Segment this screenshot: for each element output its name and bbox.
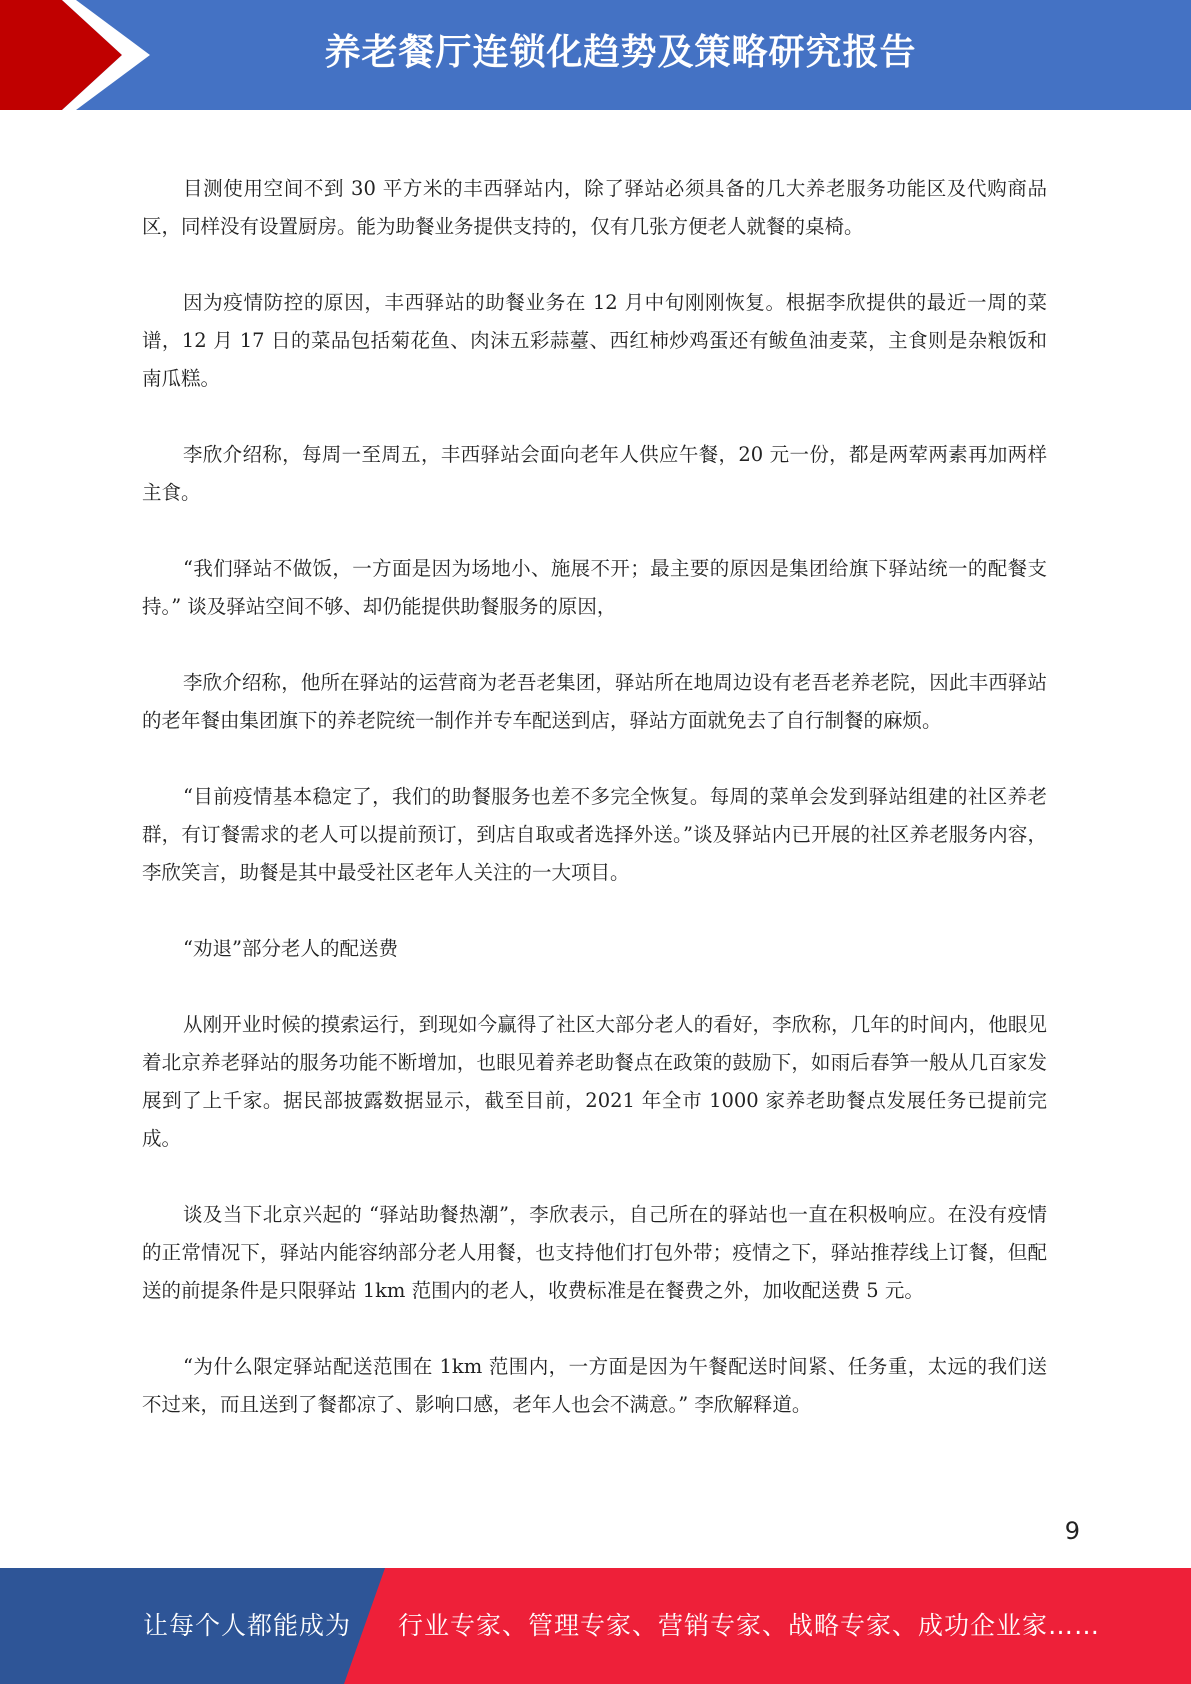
paragraph: 李欣介绍称，他所在驿站的运营商为老吾老集团，驿站所在地周边设有老吾老养老院，因此丰西驿站的老年餐由集团旗下的养老院统一制作并专车配送到店，驿站方面就免去了自行制餐的麻烦。	[142, 671, 1047, 732]
paragraph: “我们驿站不做饭，一方面是因为场地小、施展不开；最主要的原因是集团给旗下驿站统一的配餐支持。” 谈及驿站空间不够、却仍能提供助餐服务的原因，	[142, 557, 1047, 618]
paragraph: 因为疫情防控的原因，丰西驿站的助餐业务在 12 月中旬刚刚恢复。根据李欣提供的最近一周的菜谱，12 月 17 日的菜品包括菊花鱼、肉沫五彩蒜薹、西红柿炒鸡蛋还有鲅鱼油麦菜，主食则是杂粮饭和南瓜糕。	[142, 291, 1047, 390]
section-subheading: “劝退”部分老人的配送费	[183, 937, 398, 960]
page-footer	[0, 1568, 1191, 1684]
paragraph: 目测使用空间不到 30 平方米的丰西驿站内，除了驿站必须具备的几大养老服务功能区及代购商品区，同样没有设置厨房。能为助餐业务提供支持的，仅有几张方便老人就餐的桌椅。	[142, 177, 1047, 238]
paragraph: “目前疫情基本稳定了，我们的助餐服务也差不多完全恢复。每周的菜单会发到驿站组建的社区养老群，有订餐需求的老人可以提前预订，到店自取或者选择外送。”谈及驿站内已开展的社区养老服务内容，李欣笑言，助餐是其中最受社区老年人关注的一大项目。	[142, 785, 1047, 884]
paragraph: “为什么限定驿站配送范围在 1km 范围内，一方面是因为午餐配送时间紧、任务重，太远的我们送不过来，而且送到了餐都凉了、影响口感，老年人也会不满意。” 李欣解释道。	[142, 1355, 1047, 1416]
page-number: 9	[1064, 1517, 1080, 1545]
paragraph: 李欣介绍称，每周一至周五，丰西驿站会面向老年人供应午餐，20 元一份，都是两荤两素再加两样主食。	[142, 443, 1047, 504]
report-title: 养老餐厅连锁化趋势及策略研究报告	[324, 32, 917, 73]
chevron-arrow-icon	[0, 0, 160, 110]
footer-slogan-right: 行业专家、管理专家、营销专家、战略专家、成功企业家……	[398, 1611, 1101, 1640]
page-header	[0, 0, 1191, 110]
article-body	[142, 170, 1047, 1462]
footer-slogan-left: 让每个人都能成为	[143, 1611, 352, 1640]
paragraph: 谈及当下北京兴起的 “驿站助餐热潮”，李欣表示，自己所在的驿站也一直在积极响应。在没有疫情的正常情况下，驿站内能容纳部分老人用餐，也支持他们打包外带；疫情之下，驿站推荐线上订餐，但配送的前提条件是只限驿站 1km 范围内的老人，收费标准是在餐费之外，加收配送费 5 元。	[142, 1203, 1047, 1302]
paragraph: 从刚开业时候的摸索运行，到现如今赢得了社区大部分老人的看好，李欣称，几年的时间内，他眼见着北京养老驿站的服务功能不断增加，也眼见着养老助餐点在政策的鼓励下，如雨后春笋一般从几百家发展到了上千家。据民部披露数据显示，截至目前，2021 年全市 1000 家养老助餐点发展任务已提前完成。	[142, 1013, 1047, 1150]
